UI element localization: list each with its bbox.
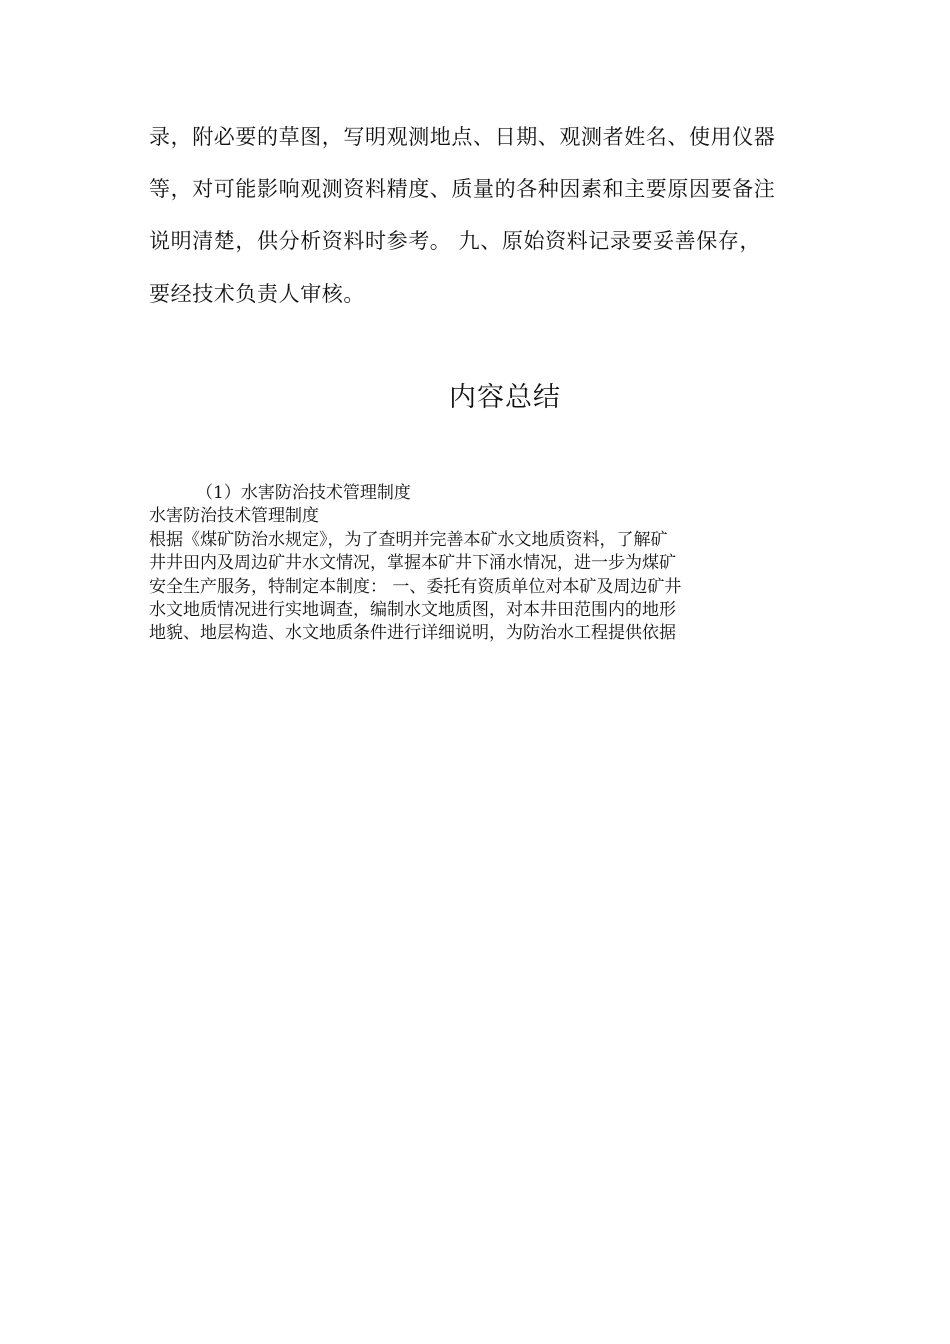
summary-paragraph-line: 水文地质情况进行实地调查，编制水文地质图，对本井田范围内的地形 — [149, 600, 676, 621]
body-text-line-4: 要经技术负责人审核。 — [149, 282, 365, 306]
summary-heading: 水害防治技术管理制度 — [149, 506, 319, 527]
summary-paragraph-line: 根据《煤矿防治水规定》，为了查明并完善本矿水文地质资料，了解矿 — [149, 529, 668, 550]
body-text-line-3: 说明清楚，供分析资料时参考。 九、原始资料记录要妥善保存， — [149, 229, 762, 253]
body-text-line-1: 录，附必要的草图，写明观测地点、日期、观测者姓名、使用仪器 — [149, 125, 776, 149]
summary-title: 内容总结 — [449, 382, 561, 413]
summary-subheading: （1）水害防治技术管理制度 — [196, 483, 411, 503]
body-text-line-2: 等，对可能影响观测资料精度、质量的各种因素和主要原因要备注 — [149, 177, 776, 201]
summary-paragraph-line: 安全生产服务，特制定本制度： 一、委托有资质单位对本矿及周边矿井 — [149, 576, 682, 597]
summary-block — [149, 482, 809, 646]
summary-paragraph-line: 井井田内及周边矿井水文情况，掌握本矿井下涌水情况，进一步为煤矿 — [149, 553, 676, 574]
summary-paragraph-line: 地貌、地层构造、水文地质条件进行详细说明，为防治水工程提供依据 — [149, 623, 676, 644]
